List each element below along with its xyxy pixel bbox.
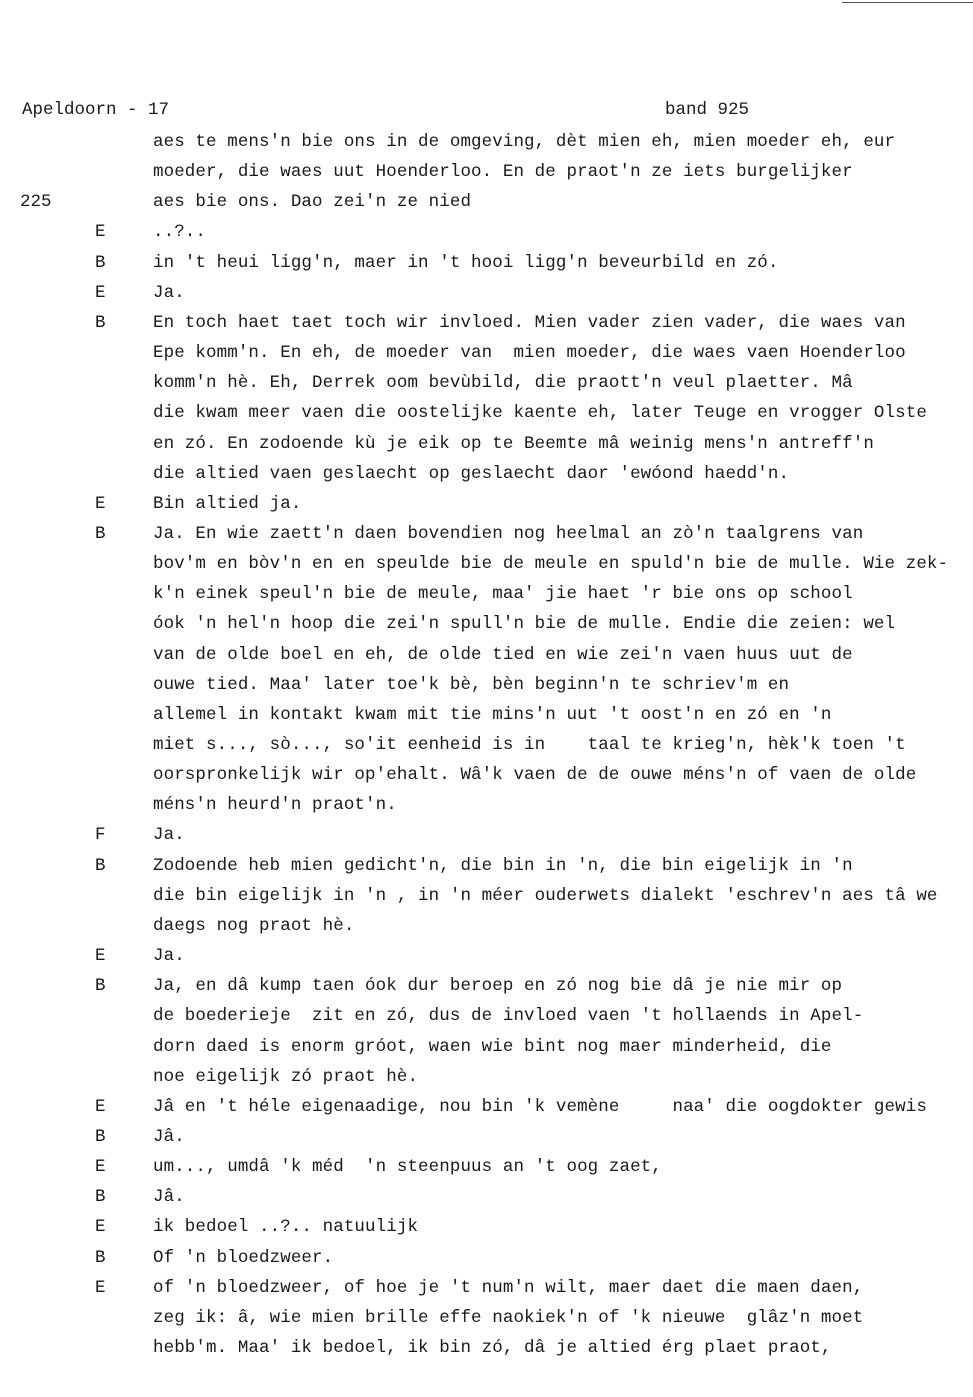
speaker-label: E	[95, 1157, 106, 1178]
line-text: um..., umdâ 'k méd 'n steenpuus an 't oog zaet,	[153, 1157, 662, 1178]
speaker-label: E	[95, 1096, 106, 1117]
transcript-line	[0, 1187, 973, 1217]
speaker-label: B	[95, 1247, 106, 1268]
line-text: Ja.	[153, 282, 185, 303]
transcript-line	[0, 1278, 973, 1308]
speaker-label: E	[95, 282, 106, 303]
header-location: Apeldoorn - 17	[22, 100, 170, 120]
line-text: die bin eigelijk in 'n , in 'n méer ouderwets dialekt 'eschrev'n aes tâ we	[153, 885, 938, 906]
line-text: van de olde boel en eh, de olde tied en wie zei'n vaen huus uut de	[153, 644, 853, 665]
line-text: Ja.	[153, 825, 185, 846]
transcript-line	[0, 434, 973, 464]
line-text: of 'n bloedzweer, of hoe je 't num'n wilt, maer daet die maen daen,	[153, 1277, 864, 1298]
transcript-line	[0, 283, 973, 313]
line-text: Of 'n bloedzweer.	[153, 1247, 334, 1268]
speaker-label: E	[95, 493, 106, 514]
line-text: Jâ.	[153, 1187, 185, 1208]
transcript-line	[0, 614, 973, 644]
transcript-line	[0, 1006, 973, 1036]
line-text: Jâ.	[153, 1126, 185, 1147]
transcript-line	[0, 1308, 973, 1338]
line-text: de boederieje zit en zó, dus de invloed vaen 't hollaends in Apel-	[153, 1006, 864, 1027]
speaker-label: E	[95, 222, 106, 243]
transcript-line	[0, 222, 973, 252]
transcript-line	[0, 1338, 973, 1368]
transcript-line	[0, 645, 973, 675]
line-text: óok 'n hel'n hoop die zei'n spull'n bie de mulle. Endie die zeien: wel	[153, 614, 896, 635]
transcript-line	[0, 313, 973, 343]
transcript-line	[0, 916, 973, 946]
speaker-label: E	[95, 946, 106, 966]
transcript-line	[0, 494, 973, 524]
transcript-line	[0, 1127, 973, 1157]
line-text: Bin altied ja.	[153, 493, 302, 514]
line-text: Epe komm'n. En eh, de moeder van mien moeder, die waes vaen Hoenderloo	[153, 343, 906, 363]
speaker-label: B	[95, 524, 106, 544]
transcript-line	[0, 1217, 973, 1247]
line-text: bov'm en bòv'n en en speulde bie de meule en spuld'n bie de mulle. Wie zek-	[153, 554, 949, 575]
transcript-line	[0, 976, 973, 1006]
speaker-label: B	[95, 976, 106, 997]
line-text: k'n einek speul'n bie de meule, maa' jie haet 'r bie ons op school	[153, 584, 853, 605]
line-text: ..?..	[153, 222, 207, 243]
speaker-label: E	[95, 1217, 106, 1238]
transcript-line	[0, 464, 973, 494]
transcript-line	[0, 584, 973, 614]
line-text: Ja. En wie zaett'n daen bovendien nog heelmal an zò'n taalgrens van	[153, 524, 864, 544]
line-text: zeg ik: â, wie mien brille effe naokiek'n of 'k nieuwe glâz'n moet	[153, 1307, 864, 1328]
transcript-line	[0, 1248, 973, 1278]
speaker-label: B	[95, 1187, 106, 1208]
line-text: allemel in kontakt kwam mit tie mins'n uut 't oost'n en zó en 'n	[153, 704, 832, 725]
speaker-label: B	[95, 1126, 106, 1147]
transcript-line	[0, 1037, 973, 1067]
line-text: ouwe tied. Maa' later toe'k bè, bèn beginn'n te schriev'm en	[153, 674, 790, 695]
line-text: oorspronkelijk wir op'ehalt. Wâ'k vaen de de ouwe méns'n of vaen de olde	[153, 765, 917, 786]
transcript-line	[0, 675, 973, 705]
transcript-line	[0, 132, 973, 162]
transcript-line	[0, 856, 973, 886]
transcript-line	[0, 524, 973, 554]
transcript-line	[0, 795, 973, 825]
line-text: moeder, die waes uut Hoenderloo. En de praot'n ze iets burgelijker	[153, 162, 853, 183]
line-text: die altied vaen geslaecht op geslaecht daor 'ewóond haedd'n.	[153, 463, 790, 484]
line-text: die kwam meer vaen die oostelijke kaente eh, later Teuge en vrogger Olste	[153, 403, 927, 424]
line-text: noe eigelijk zó praot hè.	[153, 1066, 419, 1087]
speaker-label: B	[95, 252, 106, 273]
line-text: aes bie ons. Dao zei'n ze nied	[153, 192, 472, 213]
transcript-line	[0, 1097, 973, 1127]
transcript-line	[0, 192, 973, 222]
line-text: ik bedoel ..?.. natuulijk	[153, 1217, 419, 1238]
transcript-line	[0, 765, 973, 795]
transcript-line	[0, 554, 973, 584]
transcript-line	[0, 886, 973, 916]
speaker-label: F	[95, 825, 106, 846]
transcript-line	[0, 373, 973, 403]
transcript-line	[0, 825, 973, 855]
line-text: Jâ en 't héle eigenaadige, nou bin 'k vemène naa' die oogdokter gewis	[153, 1096, 927, 1117]
margin-line-number: 225	[20, 192, 52, 212]
transcript-line	[0, 162, 973, 192]
line-text: Ja.	[153, 946, 185, 966]
transcript-line	[0, 946, 973, 976]
line-text: daegs nog praot hè.	[153, 915, 355, 936]
line-text: in 't heui ligg'n, maer in 't hooi ligg'n beveurbild en zó.	[153, 252, 779, 273]
transcript-line	[0, 735, 973, 765]
line-text: méns'n heurd'n praot'n.	[153, 795, 397, 816]
line-text: En toch haet taet toch wir invloed. Mien vader zien vader, die waes van	[153, 312, 906, 333]
top-rule	[842, 2, 973, 3]
line-text: en zó. En zodoende kù je eik op te Beemte mâ weinig mens'n antreff'n	[153, 433, 874, 454]
line-text: aes te mens'n bie ons in de omgeving, dèt mien eh, mien moeder eh, eur	[153, 132, 896, 152]
transcript-line	[0, 253, 973, 283]
transcript-line	[0, 343, 973, 373]
transcript-line	[0, 403, 973, 433]
line-text: komm'n hè. Eh, Derrek oom bevùbild, die praott'n veul plaetter. Mâ	[153, 373, 853, 394]
transcript-line	[0, 1157, 973, 1187]
line-text: Ja, en dâ kump taen óok dur beroep en zó nog bie dâ je nie mir op	[153, 976, 843, 997]
line-text: dorn daed is enorm gróot, waen wie bint nog maer minderheid, die	[153, 1036, 832, 1057]
speaker-label: E	[95, 1277, 106, 1298]
transcript-line	[0, 1067, 973, 1097]
line-text: miet s..., sò..., so'it eenheid is in taal te krieg'n, hèk'k toen 't	[153, 735, 906, 755]
speaker-label: B	[95, 312, 106, 333]
line-text: Zodoende heb mien gedicht'n, die bin in 'n, die bin eigelijk in 'n	[153, 855, 853, 876]
header-band: band 925	[665, 100, 750, 120]
speaker-label: B	[95, 855, 106, 876]
line-text: hebb'm. Maa' ik bedoel, ik bin zó, dâ je altied érg plaet praot,	[153, 1338, 832, 1358]
transcript-line	[0, 705, 973, 735]
